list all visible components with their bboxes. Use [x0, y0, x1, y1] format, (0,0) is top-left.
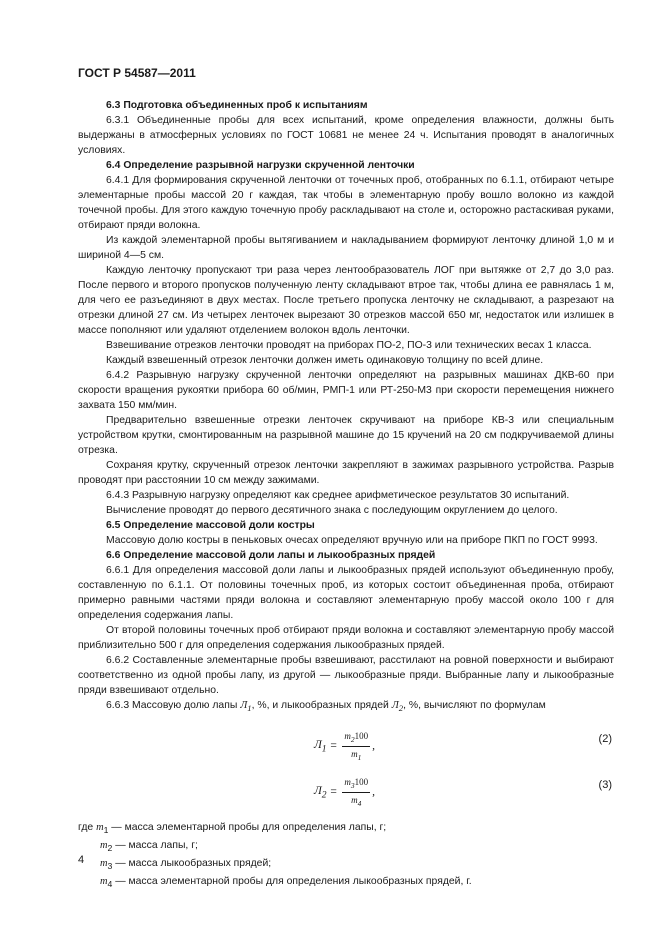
document-body	[78, 98, 614, 892]
paragraph: Из каждой элементарной пробы вытягиванием и накладыванием формируют ленточку длиной 1,0 м и шириной 4—5 см.	[78, 235, 614, 261]
paragraph: 6.6.1 Для определения массовой доли лапы и лыкообразных прядей используют объединенную пробу, составленную по 6.1.1. От половины точечных проб, из которых состоит объединенная проба, отбирают примерно равными частями пряди волокна и составляют элементарную пробу массой около 100 г для определения содержания лапы.	[78, 565, 614, 621]
formula-number: (3)	[598, 779, 612, 792]
section-6-3-heading: 6.3 Подготовка объединенных проб к испытаниям	[106, 100, 368, 111]
formula-number: (2)	[598, 733, 612, 746]
paragraph: Каждую ленточку пропускают три раза через лентообразователь ЛОГ при вытяжке от 2,7 до 3,0 раз. После первого и второго пропусков полученную ленту складывают втрое так, чтобы длина ее равнялась 1 м, для чего ее разъединяют в двух местах. После третьего пропуска ленточку не складывают, а разрезают на отрезки длиной 27 см. Из четырех ленточек вырезают 30 отрезков массой 650 мг, недостаток или излишек в массе пополняют или удаляют отделением волокон вдоль ленточки.	[78, 265, 614, 336]
formula-fraction: $\frac{m_3100}{m_4}$	[344, 777, 369, 808]
legend-row: $m_2$ — масса лапы, г;	[100, 840, 198, 854]
legend-row: $m_3$ — масса лыкообразных прядей;	[100, 858, 272, 872]
variable-l2: $Л_2$	[391, 700, 404, 714]
formula-2: $Л_1$ = $\frac{m_2100}{m_1}$ , (2)	[314, 731, 612, 762]
legend-row: $m_4$ — масса элементарной пробы для определения лыкообразных прядей, г.	[100, 876, 472, 890]
section-6-6-heading: 6.6 Определение массовой доли лапы и лыкообразных прядей	[106, 550, 436, 561]
paragraph: 6.4.1 Для формирования скрученной ленточки от точечных проб, отобранных по 6.1.1, отбирают четыре элементарные пробы массой 20 г каждая, так чтобы в элементарную пробу вошло волокно из каждой точечной пробы. Для этого каждую точечную пробу раскладывают на столе и, осторожно растаскивая руками, отбирают пряди волокна.	[78, 175, 614, 231]
standard-designation: ГОСТ Р 54587—2011	[78, 66, 196, 80]
formula-3: $Л_2$ = $\frac{m_3100}{m_4}$ , (3)	[314, 777, 612, 808]
paragraph: Массовую долю костры в пеньковых очесах определяют вручную или на приборе ПКП по ГОСТ 9993.	[106, 535, 598, 546]
section-6-4-heading: 6.4 Определение разрывной нагрузки скрученной ленточки	[106, 160, 415, 171]
formula-lhs: $Л_1$	[314, 738, 327, 755]
paragraph: 6.4.2 Разрывную нагрузку скрученной ленточки определяют на разрывных машинах ДКВ-60 при скорости вращения рукоятки прибора 60 об/мин, РМП-1 или РТ-250-М3 при скорости перемещения нижнего захвата 150 мм/мин.	[78, 370, 614, 411]
paragraph: 6.4.3 Разрывную нагрузку определяют как среднее арифметическое результатов 30 испытаний.	[106, 490, 570, 501]
legend-row: где $m_1$ — масса элементарной пробы для определения лапы, г;	[78, 822, 387, 836]
formula-lhs: $Л_2$	[314, 784, 327, 801]
paragraph: Вычисление проводят до первого десятичного знака с последующим округлением до целого.	[106, 505, 558, 516]
section-6-5-heading: 6.5 Определение массовой доли костры	[106, 520, 315, 531]
variable-legend	[78, 820, 614, 892]
formula-intro-paragraph: 6.6.3 Массовую долю лапы $Л_1$, %, и лыкообразных прядей $Л_2$, %, вычисляют по формулам	[106, 700, 546, 714]
paragraph: От второй половины точечных проб отбирают пряди волокна и составляют элементарную пробу массой приблизительно 500 г для определения содержания лыкообразных прядей.	[78, 625, 614, 651]
paragraph: Предварительно взвешенные отрезки ленточек скручивают на приборе КВ-3 или специальным устройством крутки, смонтированным на разрывной машине до 15 кручений на 20 см подкручиваемой длины отрезка.	[78, 415, 614, 456]
paragraph: Каждый взвешенный отрезок ленточки должен иметь одинаковую толщину по всей длине.	[106, 355, 544, 366]
paragraph: 6.6.2 Составленные элементарные пробы взвешивают, расстилают на ровной поверхности и выбирают соответственно из одной пробы лапу, из другой — лыкообразные пряди. Выбранные лапу и лыкообразные пряди взвешивают отдельно.	[78, 655, 614, 696]
paragraph: Взвешивание отрезков ленточки проводят на приборах ПО-2, ПО-3 или технических весах 1 класса.	[106, 340, 592, 351]
page-number: 4	[78, 854, 85, 866]
variable-l1: $Л_1$	[240, 700, 252, 714]
formula-fraction: $\frac{m_2100}{m_1}$	[344, 731, 369, 762]
paragraph: 6.3.1 Объединенные пробы для всех испытаний, кроме определения влажности, должны быть выдержаны в атмосферных условиях по ГОСТ 10681 не менее 24 ч. Испытания проводят в аналогичных условиях.	[78, 115, 614, 156]
paragraph: Сохраняя крутку, скрученный отрезок ленточки закрепляют в зажимах разрывного устройства. Разрыв проводят при расстоянии 10 см между зажимами.	[78, 460, 614, 486]
